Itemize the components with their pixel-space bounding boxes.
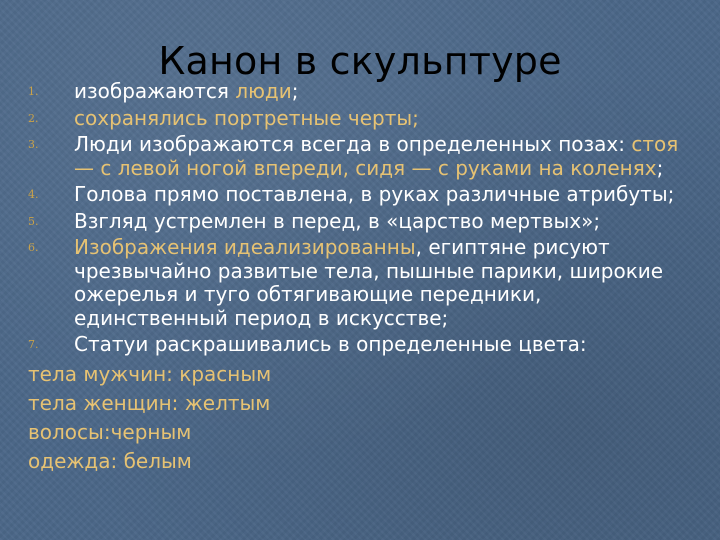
color-line-clothes: одежда: белым bbox=[28, 448, 192, 473]
list-number: 4. bbox=[28, 188, 39, 201]
color-line-men: тела мужчин: красным bbox=[28, 361, 272, 386]
list-number: 7. bbox=[28, 338, 39, 351]
list-text: Голова прямо поставлена, в руках различные атрибуты; bbox=[74, 182, 675, 206]
list-text: ; bbox=[291, 79, 299, 103]
list-text-highlight: люди bbox=[235, 79, 292, 103]
list-text: Взгляд устремлен в перед, в «царство мертвых»; bbox=[74, 208, 601, 233]
slide-content bbox=[0, 80, 720, 476]
list-item-5 bbox=[0, 210, 720, 234]
list-text-highlight: стоя — с левой ногой впереди, сидя — с руками на коленях bbox=[74, 132, 679, 180]
list-item-7 bbox=[0, 333, 720, 357]
list-text: изображаются bbox=[74, 79, 236, 103]
list-number: 5. bbox=[28, 214, 39, 228]
list-text-highlight: Изображения идеализированны bbox=[74, 235, 416, 259]
list-number: 1. bbox=[28, 85, 39, 98]
list-item-4 bbox=[0, 183, 720, 207]
list-number: 6. bbox=[28, 241, 39, 254]
list-text: Статуи раскрашивались в определенные цвета: bbox=[74, 332, 587, 356]
list-item-2 bbox=[0, 107, 720, 131]
list-item-1 bbox=[0, 80, 720, 104]
list-text: ; bbox=[656, 155, 664, 180]
list-text: Люди изображаются всегда в определенных позах: bbox=[74, 132, 632, 156]
list-text-highlight: сохранялись портретные черты; bbox=[74, 105, 419, 130]
list-number: 2. bbox=[28, 111, 39, 125]
list-text: , египтяне рисуют чрезвычайно развитые тела, пышные парики, широкие ожерелья и туго обтягивающие передники, единственный период в искусстве; bbox=[74, 235, 664, 330]
list-item-3 bbox=[0, 133, 720, 180]
list-number: 3. bbox=[28, 138, 39, 151]
slide-title: Канон в скульптуре bbox=[158, 39, 562, 83]
color-line-women: тела женщин: желтым bbox=[28, 390, 271, 415]
list-item-6 bbox=[0, 236, 720, 330]
color-line-hair: волосы:черным bbox=[28, 419, 192, 444]
